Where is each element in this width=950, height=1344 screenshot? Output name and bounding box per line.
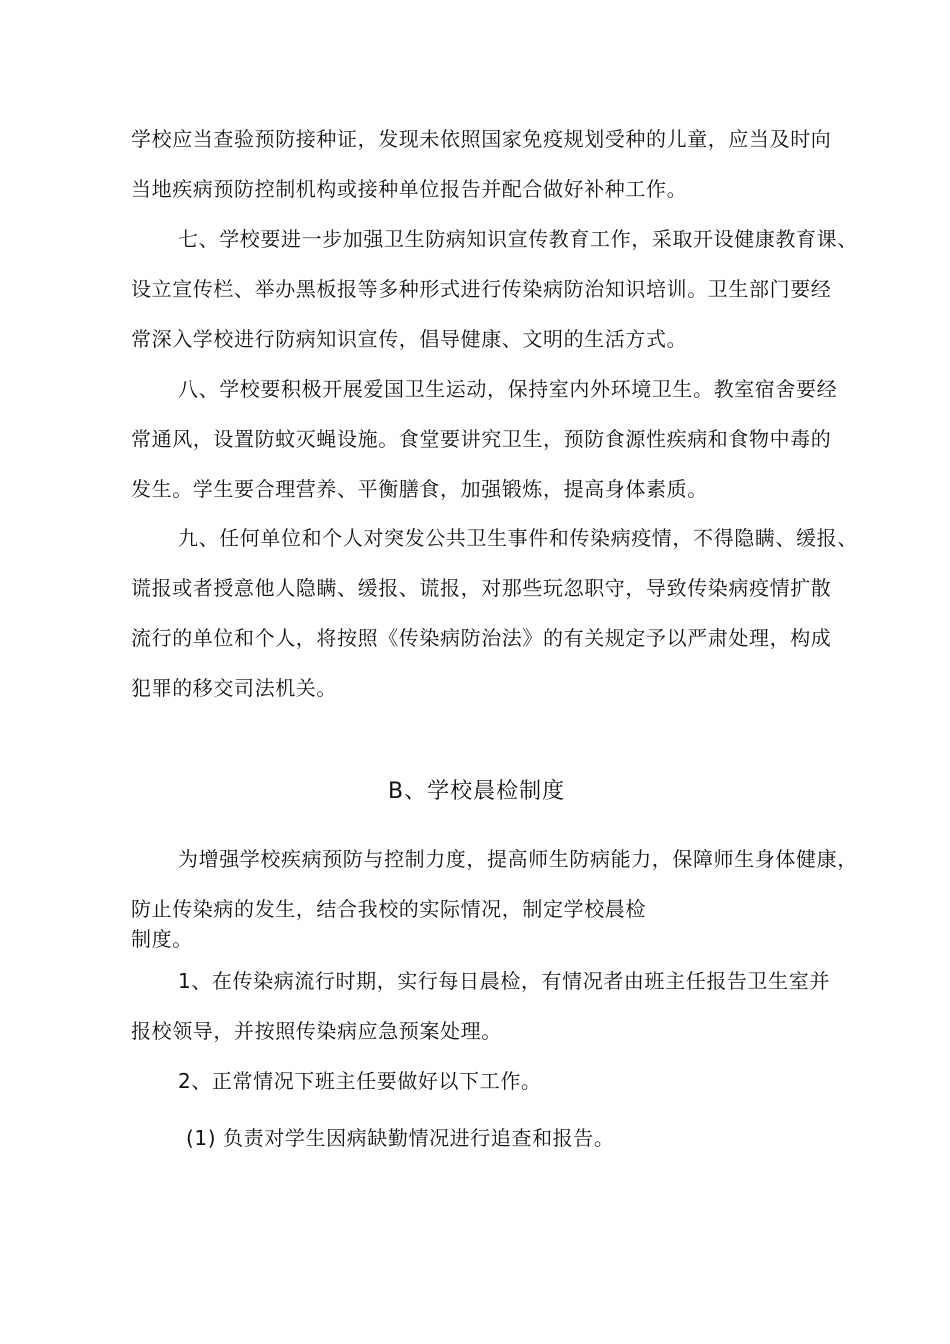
list-item-line: 2、正常情况下班主任要做好以下工作。 bbox=[178, 1069, 542, 1093]
section-title: B、学校晨检制度 bbox=[388, 779, 566, 804]
paragraph-line: 常通风，设置防蚊灭蝇设施。食堂要讲究卫生，预防食源性疾病和食物中毒的 bbox=[131, 427, 832, 451]
sub-list-item-line: (1) 负责对学生因病缺勤情况进行追查和报告。 bbox=[186, 1126, 615, 1150]
paragraph-line: 防止传染病的发生，结合我校的实际情况，制定学校晨检 bbox=[131, 897, 646, 921]
paragraph-line: 谎报或者授意他人隐瞒、缓报、谎报，对那些玩忽职守，导致传染病疫情扩散 bbox=[131, 576, 832, 600]
paragraph-line: 制度。 bbox=[131, 927, 193, 951]
paragraph-line: 常深入学校进行防病知识宣传，倡导健康、文明的生活方式。 bbox=[131, 327, 688, 351]
paragraph-line: 八、学校要积极开展爱国卫生运动，保持室内外环境卫生。教室宿舍要经 bbox=[178, 377, 838, 401]
paragraph-line: 设立宣传栏、举办黑板报等多种形式进行传染病防治知识培训。卫生部门要经 bbox=[131, 277, 832, 301]
paragraph-line: 流行的单位和个人，将按照《传染病防治法》的有关规定予以严肃处理，构成 bbox=[131, 626, 832, 650]
list-item-line: 报校领导，并按照传染病应急预案处理。 bbox=[131, 1019, 502, 1043]
paragraph-line: 犯罪的移交司法机关。 bbox=[131, 676, 337, 700]
list-item-line: 1、在传染病流行时期，实行每日晨检，有情况者由班主任报告卫生室并 bbox=[178, 969, 830, 993]
paragraph-line: 学校应当查验预防接种证，发现未依照国家免疫规划受种的儿童，应当及时向 bbox=[131, 127, 832, 151]
paragraph-line: 为增强学校疾病预防与控制力度，提高师生防病能力，保障师生身体健康， bbox=[178, 847, 858, 871]
paragraph-line: 九、任何单位和个人对突发公共卫生事件和传染病疫情，不得隐瞒、缓报、 bbox=[178, 526, 858, 550]
paragraph-line: 当地疾病预防控制机构或接种单位报告并配合做好补种工作。 bbox=[131, 177, 688, 201]
paragraph-line: 七、学校要进一步加强卫生防病知识宣传教育工作，采取开设健康教育课、 bbox=[178, 227, 858, 251]
paragraph-line: 发生。学生要合理营养、平衡膳食，加强锻炼，提高身体素质。 bbox=[131, 477, 708, 501]
